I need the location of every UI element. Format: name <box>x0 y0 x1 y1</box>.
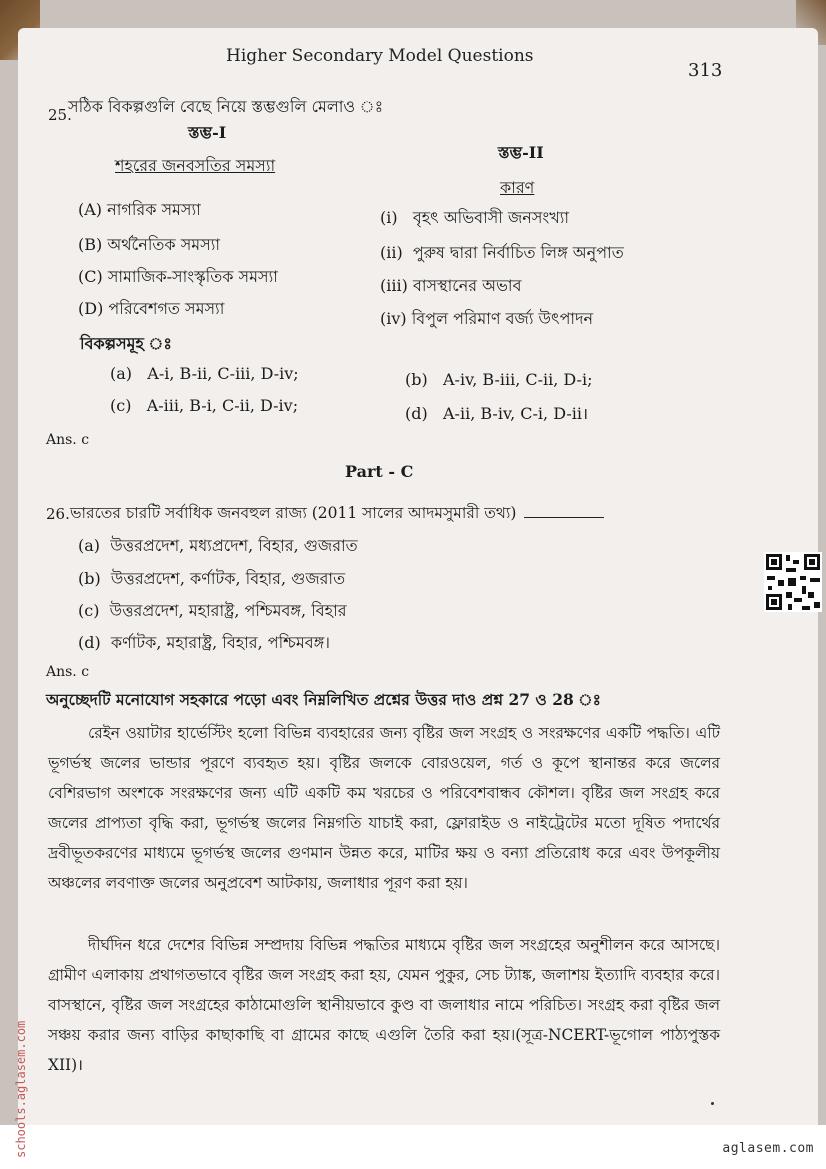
col2-item: (iii) বাসস্থানের অভাব <box>380 276 522 295</box>
column-2-subheading: কারণ <box>500 178 535 197</box>
site-label: aglasem.com <box>722 1141 814 1156</box>
footer-strip <box>0 1125 826 1169</box>
passage-paragraph-2: দীর্ঘদিন ধরে দেশের বিভিন্ন সম্প্রদায় বিভিন্ন পদ্ধতির মাধ্যমে বৃষ্টির জল সংগ্রহের অনুশীলন করে আসছে। গ্রামীণ এলাকায় প্রথাগতভাবে বৃষ্টির জল সংগ্রহ করা হয়, যেমন পুকুর, সেচ ট্যাঙ্ক, জলাশয় ইত্যাদি ব্যবহার করে। বাসস্থানে, বৃষ্টির জল সংগ্রহের কাঠামোগুলি স্থানীয়ভাবে কুণ্ড বা জলাধার নামে পরিচিত। সংগ্রহ করা বৃষ্টির জল সঞ্চয় করার জন্য বাড়ির কাছাকাছি বা গ্রামের কাছে এগুলি তৈরি করা হয়।(সূত্র-NCERT-ভূগোল পাঠ্যপুস্তক XII)। <box>48 936 720 1074</box>
passage-paragraph-1: রেইন ওয়াটার হার্ভেস্টিং হলো বিভিন্ন ব্যবহারের জন্য বৃষ্টির জল সংগ্রহ ও সংরক্ষণের একটি পদ্ধতি। এটি ভূগর্ভস্থ জলের ভান্ডার পূরণে ব্যবহৃত হয়। বৃষ্টির জলকে বোরওয়েল, গর্ত ও কূপে স্থানান্তর করে জলের বেশিরভাগ অংশকে সংরক্ষণের জন্য এটি একটি কম খরচের ও পরিবেশবান্ধব কৌশল। বৃষ্টির জল সংগ্রহ করে জলের প্রাপ্যতা বৃদ্ধি করা, ভূগর্ভস্থ জলের নিম্নগতি যাচাই করা, ফ্লোরাইড ও নাইট্রেটের মতো দূষিত পদার্থের দ্রবীভূতকরণের মাধ্যমে ভূগর্ভস্থ জলের গুণমান উন্নত করে, মাটির ক্ষয় ও বন্যা প্রতিরোধ করে এবং উপকূলীয় অঞ্চলের লবণাক্ত জলের অনুপ্রবেশ আটকায়, জলাধার পূরণ করা হয়। <box>48 724 720 892</box>
col1-item: (D) পরিবেশগত সমস্যা <box>78 299 225 318</box>
q25-option-d: (d) A-ii, B-iv, C-i, D-ii। <box>405 404 589 423</box>
q26-answer: Ans. c <box>46 664 90 680</box>
page-number: 313 <box>688 60 723 81</box>
q25-option-b: (b) A-iv, B-iii, C-ii, D-i; <box>405 370 593 389</box>
col1-item: (B) অর্থনৈতিক সমস্যা <box>78 235 220 254</box>
col1-item: (C) সামাজিক-সাংস্কৃতিক সমস্যা <box>78 267 278 286</box>
q26-option-d: (d) কর্ণাটক, মহারাষ্ট্র, বিহার, পশ্চিমবঙ্গ। <box>78 633 330 652</box>
q26-text: ভারতের চারটি সর্বাধিক জনবহুল রাজ্য (2011 সালের আদমসুমারী তথ্য) <box>70 501 604 527</box>
answer-blank <box>524 503 604 518</box>
q26-option-a: (a) উত্তরপ্রদেশ, মধ্যপ্রদেশ, বিহার, গুজরাত <box>78 536 358 555</box>
col2-item: (i) বৃহৎ অভিবাসী জনসংখ্যা <box>380 208 570 227</box>
column-2-heading: স্তম্ভ-II <box>498 143 544 162</box>
q25-number: 25. <box>48 106 72 124</box>
q25-option-c: (c) A-iii, B-i, C-ii, D-iv; <box>110 396 299 415</box>
passage-instruction: অনুচ্ছেদটি মনোযোগ সহকারে পড়ো এবং নিম্নলিখিত প্রশ্নের উত্তর দাও প্রশ্ন 27 ও 28 ঃ <box>46 690 601 709</box>
q25-instruction: সঠিক বিকল্পগুলি বেছে নিয়ে স্তম্ভগুলি মেলাও ঃ <box>68 97 384 116</box>
q26-option-c: (c) উত্তরপ্রদেশ, মহারাষ্ট্র, পশ্চিমবঙ্গ, বিহার <box>78 601 347 620</box>
part-c-heading: Part - C <box>345 462 414 481</box>
q25-option-a: (a) A-i, B-ii, C-iii, D-iv; <box>110 364 299 383</box>
q26-number: 26. <box>46 505 70 523</box>
column-1-heading: স্তম্ভ-I <box>188 123 227 142</box>
col2-item: (iv) বিপুল পরিমাণ বর্জ্য উৎপাদন <box>380 309 594 328</box>
column-1-subheading: শহরের জনবসতির সমস্যা <box>115 156 276 175</box>
running-header: Higher Secondary Model Questions <box>226 46 534 66</box>
speck <box>711 1102 714 1105</box>
vertical-watermark: schools.aglasem.com <box>14 1020 28 1158</box>
qr-code-icon <box>764 552 822 612</box>
options-label: বিকল্পসমূহ ঃ <box>80 334 172 353</box>
col2-item: (ii) পুরুষ দ্বারা নির্বাচিত লিঙ্গ অনুপাত <box>380 243 624 262</box>
q25-answer: Ans. c <box>46 432 90 448</box>
col1-item: (A) নাগরিক সমস্যা <box>78 200 201 219</box>
q26-option-b: (b) উত্তরপ্রদেশ, কর্ণাটক, বিহার, গুজরাত <box>78 569 346 588</box>
